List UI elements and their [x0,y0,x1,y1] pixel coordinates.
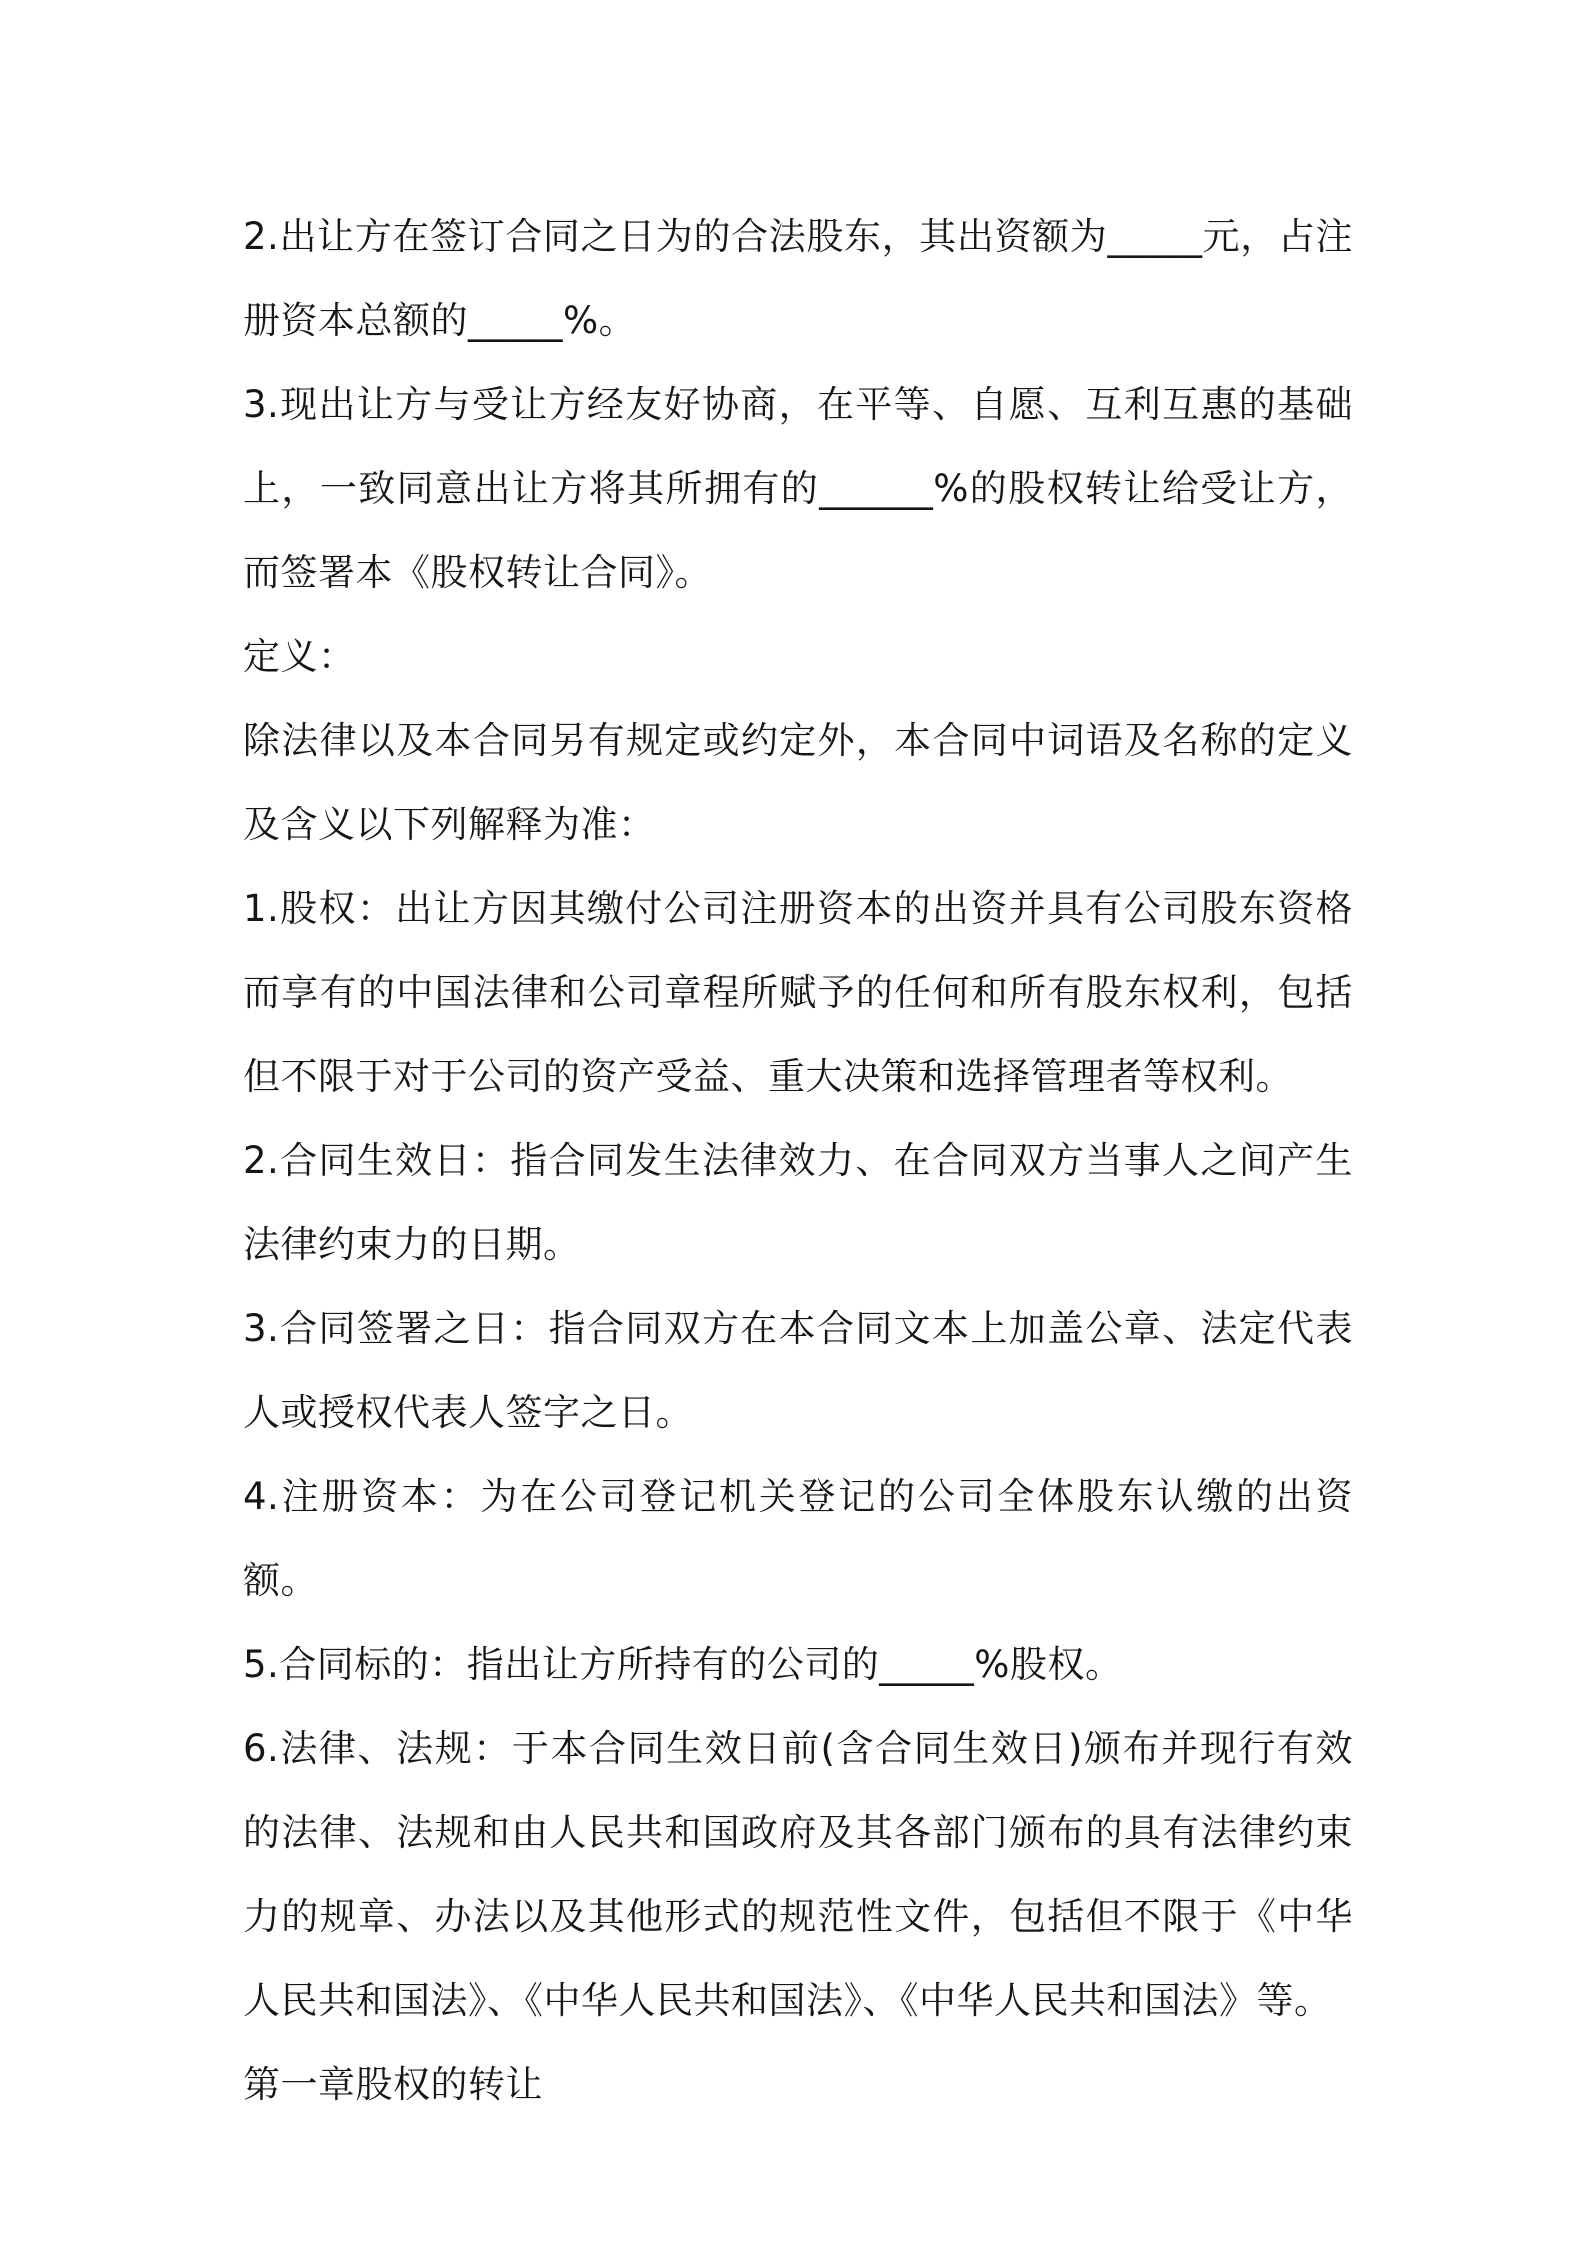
paragraph-shareholder-capital: 2.出让方在签订合同之日为的合法股东，其出资额为_____元，占注册资本总额的_____%。 [243,215,1353,342]
paragraph-definitions-intro: 除法律以及本合同另有规定或约定外，本合同中词语及名称的定义及含义以下列解释为准： [243,719,1353,846]
definitions-heading: 定义： [243,635,356,678]
definition-contract-subject: 5.合同标的：指出让方所持有的公司的_____%股权。 [243,1643,1123,1686]
document-body [243,195,1353,2127]
definition-effective-date: 2.合同生效日：指合同发生法律效力、在合同双方当事人之间产生法律约束力的日期。 [243,1139,1353,1266]
definition-registered-capital: 4.注册资本：为在公司登记机关登记的公司全体股东认缴的出资额。 [243,1475,1353,1602]
definition-equity: 1.股权：出让方因其缴付公司注册资本的出资并具有公司股东资格而享有的中国法律和公司章程所赋予的任何和所有股东权利，包括但不限于对于公司的资产受益、重大决策和选择管理者等权利。 [243,887,1353,1098]
chapter-one-heading: 第一章股权的转让 [243,2063,543,2106]
paragraph-transfer-agreement: 3.现出让方与受让方经友好协商，在平等、自愿、互利互惠的基础上，一致同意出让方将其所拥有的______%的股权转让给受让方，而签署本《股权转让合同》。 [243,383,1353,594]
definition-laws-regulations: 6.法律、法规：于本合同生效日前(含合同生效日)颁布并现行有效的法律、法规和由人民共和国政府及其各部门颁布的具有法律约束力的规章、办法以及其他形式的规范性文件，包括但不限于《中华人民共和国法》、《中华人民共和国法》、《中华人民共和国法》等。 [243,1727,1353,2022]
definition-signing-date: 3.合同签署之日：指合同双方在本合同文本上加盖公章、法定代表人或授权代表人签字之日。 [243,1307,1353,1434]
